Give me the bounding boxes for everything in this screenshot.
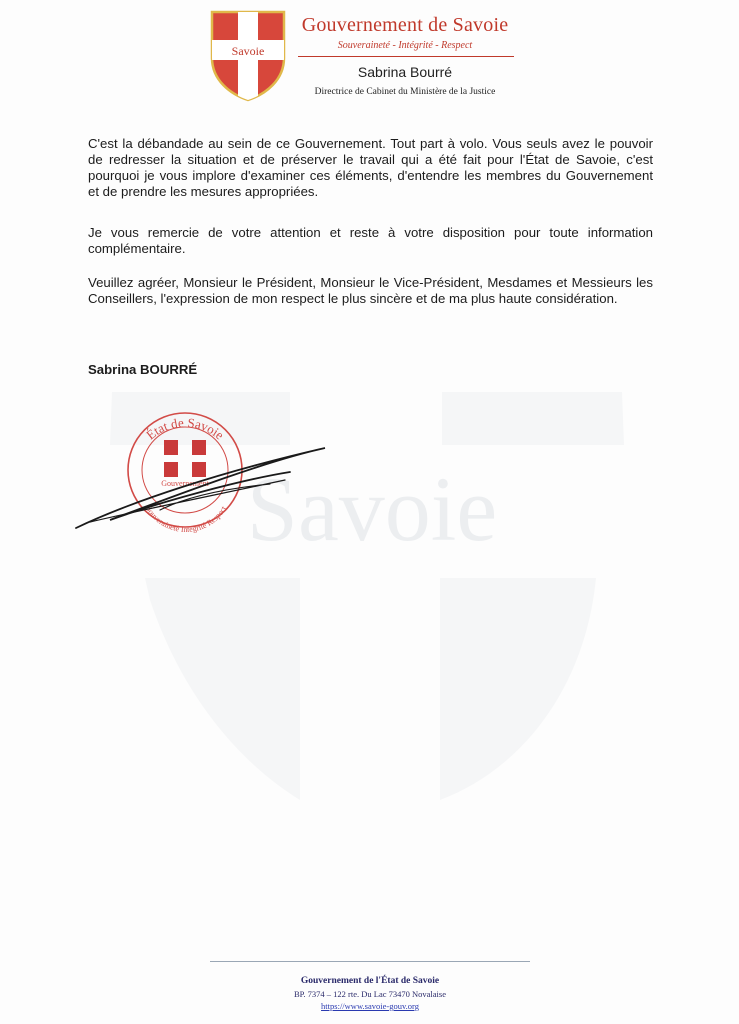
organization-tagline: Souveraineté - Intégrité - Respect [337, 40, 473, 51]
footer-address: BP. 7374 – 122 rte. Du Lac 73470 Novalaise [293, 989, 447, 999]
signature-name: Sabrina BOURRÉ [88, 362, 198, 377]
watermark-text: Savoie [246, 458, 498, 560]
body-paragraph-3: Veuillez agréer, Monsieur le Président, Monsieur le Vice-Président, Mesdames et Messieurs les Conseillers, l'expression de mon respect le plus sincère et de ma plus haute considération. [88, 275, 653, 306]
sender-role: Directrice de Cabinet du Ministère de la Justice [314, 87, 496, 97]
header-divider [298, 56, 514, 57]
body-paragraph-1: C'est la débandade au sein de ce Gouvernement. Tout part à volo. Vous seuls avez le pouvoir de redresser la situation et de préserver le travail qui a été fait pour l'État de Savoie, c'est pourquoi je vous implore d'examiner ces éléments, d'entendre les membres du Gouvernement et de prendre les mesures appropriées. [88, 136, 653, 199]
seal-stamp-icon [70, 410, 340, 540]
savoie-cross-shield-icon [208, 8, 288, 102]
footer-organization: Gouvernement de l'État de Savoie [300, 976, 440, 986]
seal-top-text: État de Savoie [143, 414, 227, 443]
footer-website-link[interactable]: https://www.savoie-gouv.org [321, 1001, 419, 1011]
seal-bottom-text: Souveraineté Intégrité Respect [143, 504, 229, 535]
sender-name: Sabrina Bourré [357, 64, 453, 80]
logo-text: Savoie [231, 44, 265, 58]
body-paragraph-2: Je vous remercie de votre attention et reste à votre disposition pour toute information complémentaire. [88, 225, 653, 256]
seal-middle-text: Gouvernement [161, 479, 209, 488]
footer-divider [210, 961, 530, 962]
organization-name: Gouvernement de Savoie [301, 14, 509, 36]
